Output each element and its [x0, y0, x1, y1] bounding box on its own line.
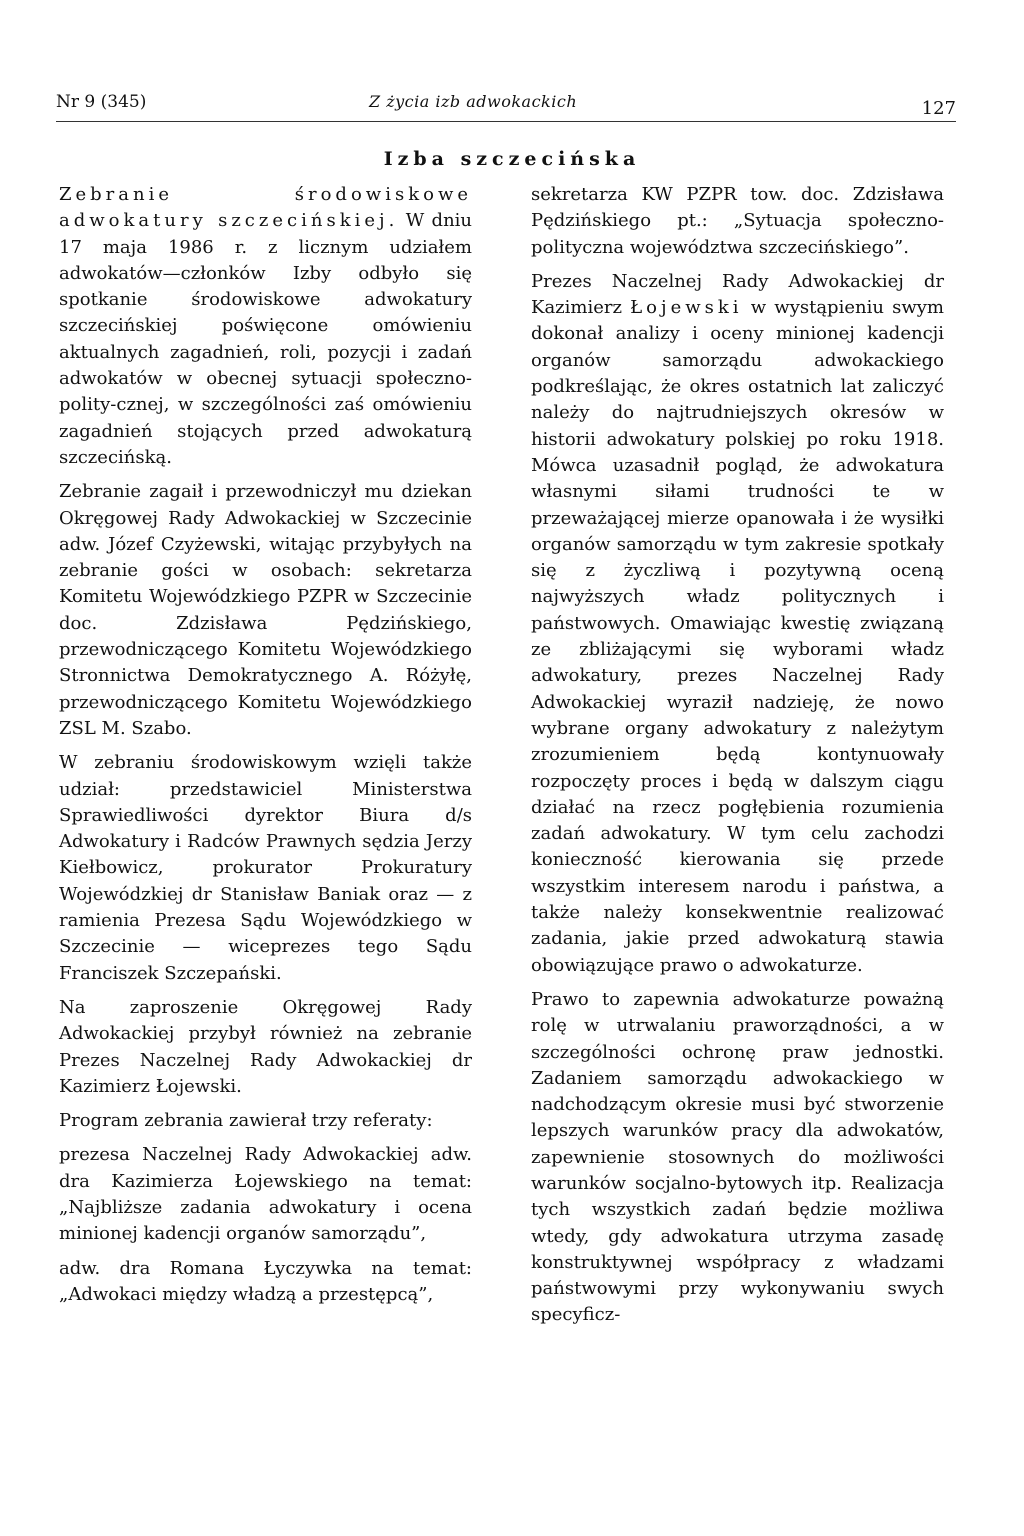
meeting-heading: Zebranie środowiskowe adwokatury szczecińskiej.	[59, 184, 472, 232]
paragraph: Zebranie zagaił i przewodniczył mu dziekan Okręgowej Rady Adwokackiej w Szczecinie adw. Józef Czyżewski, witając przybyłych na zebranie gości w osobach: sekretarza Komitetu Wojewódzkiego PZPR w Szczecinie doc. Zdzisława Pędzińskiego, przewodniczącego Komitetu Wojewódzkiego Stronnictwa Demokratycznego A. Różyłę, przewodniczącego Komitetu Wojewódzkiego ZSL M. Szabo.	[59, 481, 472, 739]
page-number: 127	[921, 98, 956, 119]
left-column	[59, 182, 472, 1316]
paragraph: adw. dra Romana Łyczywka na temat: „Adwokaci między władzą a przestępcą”,	[59, 1257, 472, 1305]
paragraph: Na zaproszenie Okręgowej Rady Adwokackiej przybył również na zebranie Prezes Naczelnej Rady Adwokackiej dr Kazimierz Łojewski.	[59, 996, 472, 1097]
header-rule	[56, 121, 956, 122]
paragraph: W zebraniu środowiskowym wzięli także udział: przedstawiciel Ministerstwa Sprawiedliwości dyrektor Biura d/s Adwokatury i Radców Prawnych sędzia Jerzy Kiełbowicz, prokurator Prokuratury Wojewódzkiej dr Stanisław Baniak oraz — z ramienia Prezesa Sądu Wojewódzkiego w Szczecinie — wiceprezes tego Sądu Franciszek Szczepański.	[59, 752, 472, 984]
paragraph-text: W dniu 17 maja 1986 r. z licznym udziałem adwokatów—członków Izby odbyło się spotkanie środowiskowe adwokatury szczecińskiej poświęcone omówieniu aktualnych zagadnień, roli, pozycji i zadań adwokatów w obecnej sytuacji społeczno-polity-cznej, w szczególności zaś omówieniu zagadnień stojących przed adwokaturą szczecińską.	[59, 210, 473, 468]
issue-number: Nr 9 (345)	[56, 92, 147, 112]
paragraph-text: Prezes Naczelnej Rady Adwokackiej dr Kazimierz	[531, 270, 944, 319]
chamber-title: Izba szczecińska	[383, 148, 641, 170]
running-header	[56, 88, 956, 118]
paragraph: prezesa Naczelnej Rady Adwokackiej adw. dra Kazimierza Łojewskiego na temat: „Najbliższe zadania adwokatury i ocena minionej kadencji organów samorządu”,	[59, 1144, 472, 1245]
paragraph	[531, 269, 944, 979]
paragraph: Program zebrania zawierał trzy referaty:	[59, 1110, 433, 1132]
paragraph-text: w wystąpieniu swym dokonał analizy i oceny minionej kadencji organów samorządu adwokackiego podkreślając, że okres ostatnich lat zaliczyć należy do najtrudniejszych okresów w historii adwokatury polskiej po roku 1918. Mówca uzasadnił pogląd, że adwokatura własnymi siłami trudności te w przeważającej mierze opanowała i że wysiłki organów samorządu w tym zakresie spotkały się z życzliwą i pozytywną oceną najwyższych władz politycznych i państwowych. Omawiając kwestię związaną ze zbliżającymi się wyborami władz adwokatury, prezes Naczelnej Rady Adwokackiej wyraził nadzieję, że nowo wybrane organy adwokatury z należytym zrozumieniem będą kontynuowały rozpoczęty proces i będą w dalszym ciągu działać na rzecz pogłębienia rozumienia zadań adwokatury. W tym celu zachodzi konieczność kierowania się przede wszystkim interesem narodu i państwa, a także należy konsekwentnie realizować zadania, jakie przed adwokaturą stawia obowiązujące prawo o adwokaturze.	[531, 297, 944, 976]
paragraph: Prawo to zapewnia adwokaturze poważną rolę w utrwalaniu praworządności, a w szczególności ochronę praw jednostki. Zadaniem samorządu adwokackiego w nadchodzącym okresie musi być stworzenie lepszych warunków pracy dla adwokatów, zapewnienie stosownych do możliwości warunków socjalno-bytowych itp. Realizacja tych wszystkich zadań będzie możliwa wtedy, gdy adwokatura utrzyma zasadę konstruktywnej współpracy z władzami państwowymi przy wykonywaniu swych specyficz-	[531, 988, 944, 1326]
paragraph	[59, 182, 472, 471]
speaker-name: Łojewski	[630, 297, 743, 319]
paragraph: sekretarza KW PZPR tow. doc. Zdzisława Pędzińskiego pt.: „Sytuacja społeczno-polityczna województwa szczecińskiego”.	[531, 184, 944, 258]
section-heading: Z życia izb adwokackich	[369, 92, 578, 111]
right-column	[531, 182, 944, 1337]
